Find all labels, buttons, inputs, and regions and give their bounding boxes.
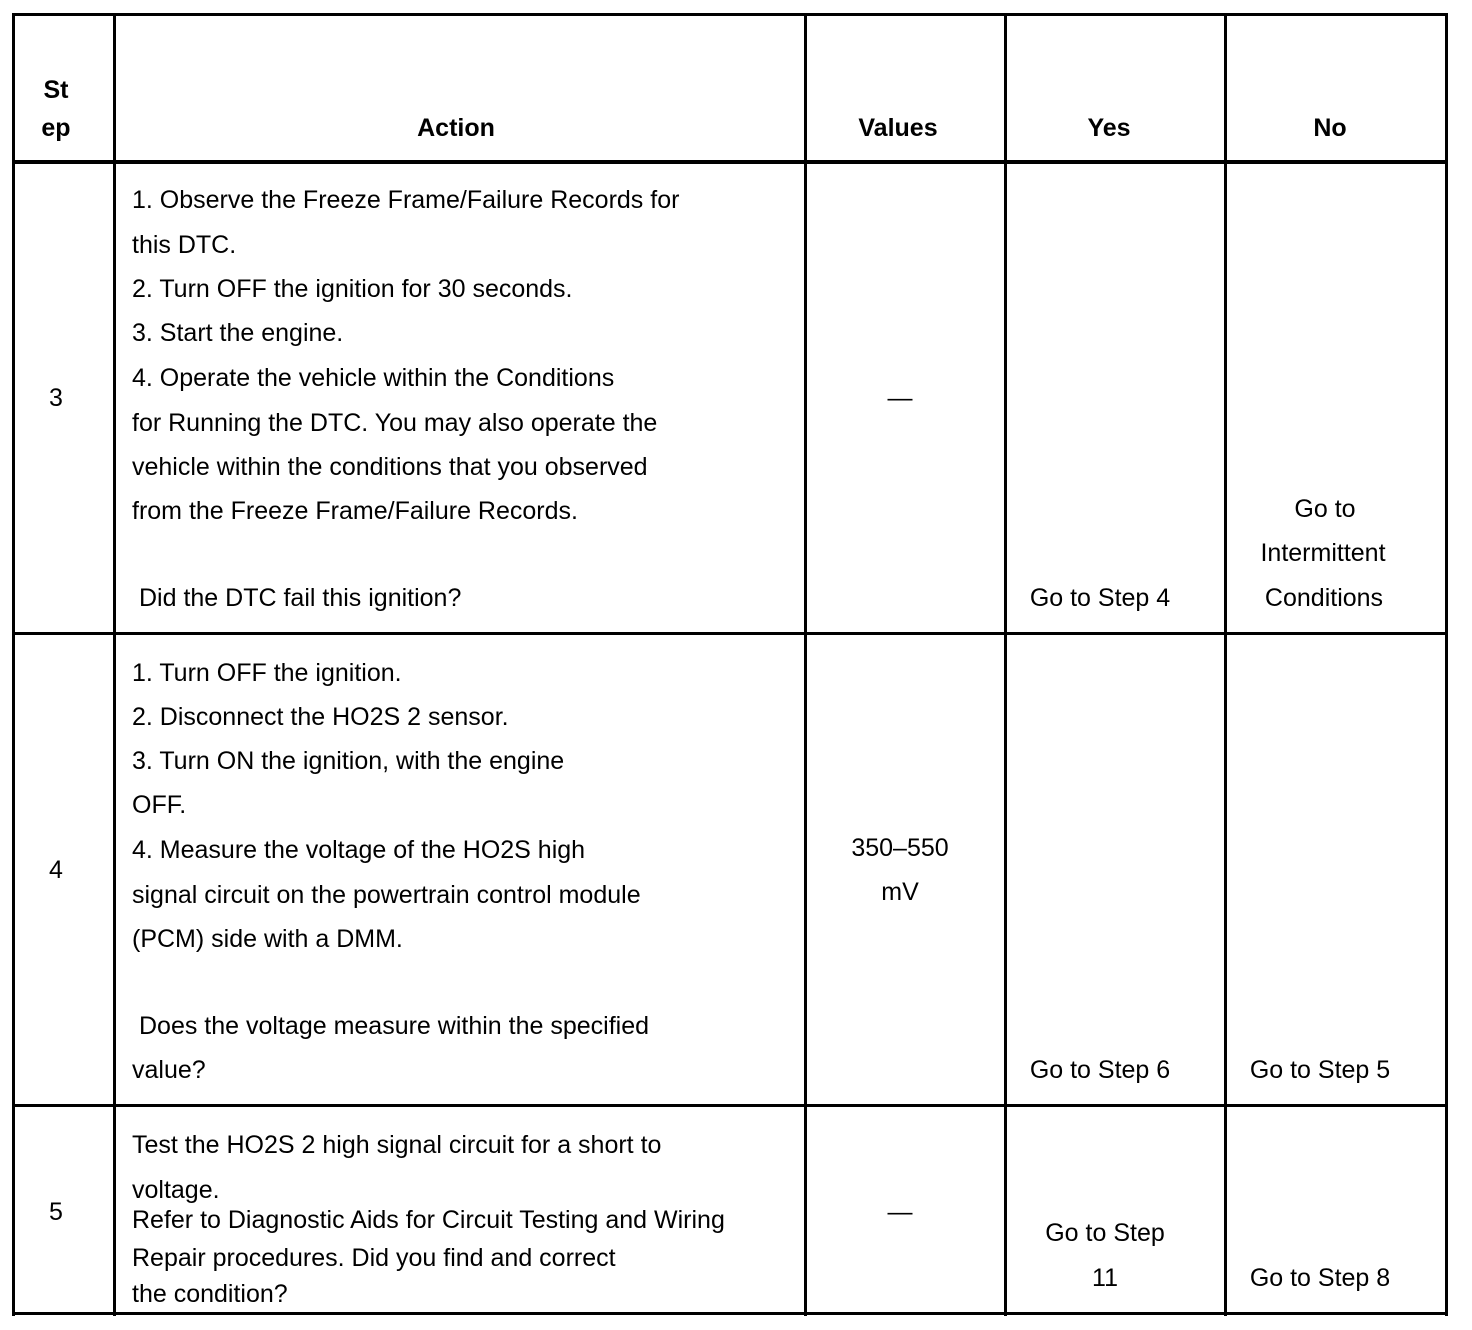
- column-divider-action-values: [804, 14, 807, 1316]
- header-yes: Yes: [1087, 114, 1131, 142]
- step-number: 5: [49, 1198, 63, 1226]
- column-divider-step-action: [113, 14, 116, 1316]
- column-divider-yes-no: [1224, 14, 1227, 1316]
- action-line: 2. Turn OFF the ignition for 30 seconds.: [132, 275, 573, 303]
- header-no: No: [1313, 114, 1347, 142]
- action-question-line: Does the voltage measure within the specified: [139, 1012, 650, 1040]
- action-question-line: value?: [132, 1056, 206, 1084]
- action-line: signal circuit on the powertrain control module: [132, 881, 641, 909]
- action-line: voltage.: [132, 1176, 220, 1204]
- header-action: Action: [417, 114, 495, 142]
- header-step-line2: ep: [41, 114, 71, 142]
- column-divider-values-yes: [1004, 14, 1007, 1316]
- no-cell-line: Intermittent: [1260, 539, 1386, 567]
- yes-cell: Go to Step 6: [1029, 1056, 1171, 1084]
- value-cell-line: mV: [881, 878, 919, 906]
- yes-cell-line: Go to Step: [1045, 1219, 1165, 1247]
- action-line: (PCM) side with a DMM.: [132, 925, 403, 953]
- action-line: 3. Start the engine.: [132, 319, 344, 347]
- action-line: from the Freeze Frame/Failure Records.: [132, 497, 578, 525]
- yes-cell-line: 11: [1092, 1264, 1118, 1292]
- no-cell: Go to Step 8: [1249, 1264, 1391, 1292]
- yes-cell: Go to Step 4: [1029, 584, 1171, 612]
- action-line: vehicle within the conditions that you observed: [132, 453, 648, 481]
- action-line: Test the HO2S 2 high signal circuit for a short to: [132, 1131, 662, 1159]
- no-cell-line: Conditions: [1264, 584, 1384, 612]
- action-line: 2. Disconnect the HO2S 2 sensor.: [132, 703, 509, 731]
- action-line: Refer to Diagnostic Aids for Circuit Testing and Wiring: [132, 1206, 725, 1234]
- step-number: 4: [49, 856, 63, 884]
- value-cell-line: 350–550: [851, 834, 949, 862]
- action-line: for Running the DTC. You may also operate the: [132, 409, 658, 437]
- action-line: the condition?: [132, 1280, 288, 1308]
- action-line: OFF.: [132, 791, 187, 819]
- row-divider-3-4: [12, 632, 1448, 635]
- header-step-line1: St: [43, 76, 69, 104]
- table-border-left: [12, 14, 15, 1316]
- table-border-right: [1445, 14, 1448, 1316]
- header-values: Values: [858, 114, 938, 142]
- table-border-top: [12, 13, 1448, 16]
- action-line: 1. Turn OFF the ignition.: [132, 659, 402, 687]
- header-divider: [12, 160, 1448, 164]
- action-line: Repair procedures. Did you find and correct: [132, 1244, 616, 1272]
- value-cell: —: [887, 1198, 913, 1226]
- action-line: 4. Measure the voltage of the HO2S high: [132, 836, 586, 864]
- row-divider-4-5: [12, 1104, 1448, 1107]
- step-number: 3: [49, 384, 63, 412]
- action-question: Did the DTC fail this ignition?: [139, 584, 462, 612]
- no-cell: Go to Step 5: [1249, 1056, 1391, 1084]
- action-line: 1. Observe the Freeze Frame/Failure Records for: [132, 186, 680, 214]
- action-line: this DTC.: [132, 231, 237, 259]
- no-cell-line: Go to: [1294, 495, 1356, 523]
- action-line: 4. Operate the vehicle within the Conditions: [132, 364, 615, 392]
- value-cell: —: [887, 384, 913, 412]
- action-line: 3. Turn ON the ignition, with the engine: [132, 747, 565, 775]
